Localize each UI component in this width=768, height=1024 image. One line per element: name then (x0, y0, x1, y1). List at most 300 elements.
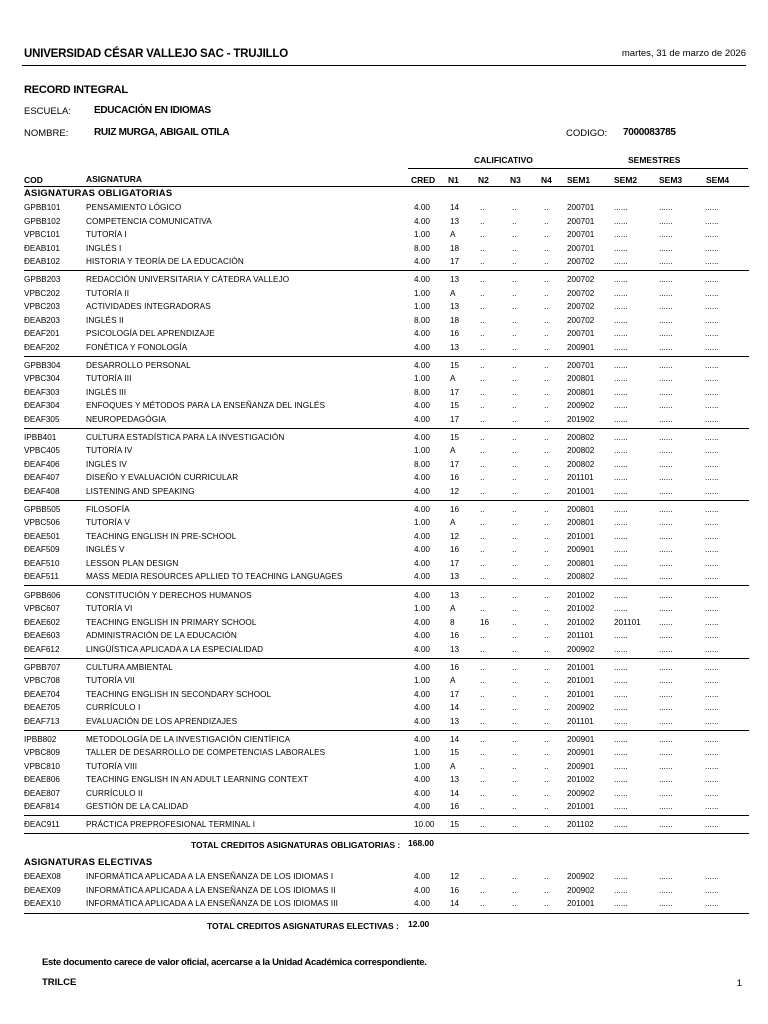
credits: 4.00 (414, 703, 430, 713)
grade-n2: .. (480, 572, 485, 582)
semester-2: ...... (614, 644, 628, 654)
grade-n4: .. (544, 761, 549, 771)
course-name: INGLÉS I (86, 243, 122, 253)
grade-n4: .. (544, 216, 549, 226)
grade-n4: .. (544, 572, 549, 582)
table-row (0, 314, 768, 327)
course-code: ÐEAF407 (24, 473, 60, 483)
course-name: MASS MEDIA RESOURCES APLLIED TO TEACHING LANGUAGES (86, 572, 343, 582)
course-name: PRÁCTICA PREPROFESIONAL TERMINAL I (86, 820, 256, 830)
grade-n1: 16 (450, 545, 460, 555)
semester-4: ...... (705, 734, 719, 744)
grade-n1: 17 (450, 414, 460, 424)
course-code: ÐEAF305 (24, 414, 60, 424)
course-name: TUTORÍA VI (86, 604, 133, 613)
grade-n4: .. (544, 315, 549, 325)
semester-3: ...... (659, 558, 673, 568)
grade-n3: .. (512, 387, 517, 397)
course-code: ÐEAF408 (24, 486, 60, 496)
grade-n4: .. (544, 748, 549, 758)
semester-3: ...... (659, 432, 673, 442)
grade-n1: 17 (450, 257, 460, 266)
nombre-value: RUIZ MURGA, ABIGAIL OTILA (94, 127, 230, 138)
course-code: ÐEAF510 (24, 558, 60, 568)
semester-1: 201002 (567, 604, 595, 613)
course-code: ÐEAEX10 (24, 899, 61, 909)
credits: 1.00 (414, 748, 430, 758)
semester-2: ...... (614, 446, 628, 456)
grade-n1: A (450, 604, 456, 613)
course-code: ÐEAC911 (24, 820, 60, 830)
grade-n4: .. (544, 676, 549, 686)
course-code: VPBC708 (24, 676, 60, 686)
grade-n1: 16 (450, 473, 460, 483)
grade-n1: 13 (450, 275, 460, 285)
grade-n2: .. (480, 257, 485, 266)
semester-4: ...... (705, 360, 719, 370)
course-name: LESSON PLAN DESIGN (86, 558, 179, 568)
semester-1: 200801 (567, 504, 595, 514)
course-name: FONÉTICA Y FONOLOGÍA (86, 342, 188, 352)
grade-n4: .. (544, 734, 549, 744)
grade-n3: .. (512, 788, 517, 798)
semester-2: ...... (614, 662, 628, 672)
credits: 8.00 (414, 459, 430, 469)
semester-2: ...... (614, 216, 628, 226)
credits: 4.00 (414, 473, 430, 483)
table-row (0, 884, 768, 897)
grade-n3: .. (512, 342, 517, 352)
semester-4: ...... (705, 788, 719, 798)
semester-3: ...... (659, 631, 673, 640)
course-name: LINGÜÍSTICA APLICADA A LA ESPECIALIDAD (86, 644, 264, 654)
grade-n2: .. (480, 216, 485, 226)
semester-4: ...... (705, 820, 719, 830)
col-sem3: SEM3 (659, 175, 683, 185)
course-name: INFORMÁTICA APLICADA A LA ENSEÑANZA DE LOS IDIOMAS II (86, 885, 336, 895)
semester-4: ...... (705, 329, 719, 339)
semester-1: 201002 (567, 617, 595, 627)
table-row (0, 688, 768, 701)
semester-3: ...... (659, 414, 673, 424)
grade-n4: .. (544, 590, 549, 600)
grade-n3: .. (512, 885, 517, 895)
grade-n2: .. (480, 518, 485, 528)
semester-4: ...... (705, 748, 719, 758)
grade-n1: A (450, 374, 456, 384)
grade-n2: .. (480, 761, 485, 771)
course-code: VPBC506 (24, 518, 60, 528)
course-name: CONSTITUCIÓN Y DERECHOS HUMANOS (86, 590, 252, 600)
semester-1: 200901 (567, 734, 595, 744)
table-row (0, 431, 768, 444)
grade-n1: 18 (450, 315, 460, 325)
semester-2: ...... (614, 288, 628, 298)
grade-n3: .. (512, 716, 517, 726)
grade-n2: .. (480, 676, 485, 686)
record-title: RECORD INTEGRAL (24, 84, 128, 96)
credits: 4.00 (414, 401, 430, 411)
table-row (0, 503, 768, 516)
semester-4: ...... (705, 676, 719, 686)
table-row (0, 570, 768, 583)
grade-n1: 17 (450, 689, 460, 699)
semester-1: 200701 (567, 329, 595, 339)
semester-2: ...... (614, 703, 628, 713)
semester-1: 200701 (567, 230, 595, 239)
credits: 4.00 (414, 631, 430, 640)
footer-brand: TRILCE (42, 977, 77, 988)
course-name: INGLÉS IV (86, 459, 127, 469)
semester-4: ...... (705, 504, 719, 514)
semester-3: ...... (659, 243, 673, 253)
electivas-title: ASIGNATURAS ELECTIVAS (24, 857, 153, 869)
grade-n1: 17 (450, 387, 460, 397)
course-code: VPBC202 (24, 288, 60, 298)
group-divider (24, 500, 749, 501)
grade-n4: .. (544, 775, 549, 785)
table-row (0, 733, 768, 746)
credits: 4.00 (414, 545, 430, 555)
credits: 4.00 (414, 590, 430, 600)
grade-n1: 14 (450, 203, 460, 212)
grade-n2: .. (480, 788, 485, 798)
grade-n4: .. (544, 203, 549, 212)
semester-4: ...... (705, 288, 719, 298)
semester-2: ...... (614, 315, 628, 325)
grade-n3: .. (512, 748, 517, 758)
semester-3: ...... (659, 446, 673, 456)
semester-1: 201101 (567, 631, 594, 640)
course-code: VPBC810 (24, 761, 60, 771)
grade-n4: .. (544, 703, 549, 713)
semester-3: ...... (659, 275, 673, 285)
credits: 4.00 (414, 504, 430, 514)
course-name: CURRÍCULO I (86, 703, 141, 713)
course-code: GPBB102 (24, 216, 61, 226)
course-name: REDACCIÓN UNIVERSITARIA Y CÁTEDRA VALLEJO (86, 275, 290, 285)
grade-n2: .. (480, 558, 485, 568)
semester-2: ...... (614, 275, 628, 285)
semester-3: ...... (659, 899, 673, 909)
course-code: ÐEAF303 (24, 387, 60, 397)
semester-3: ...... (659, 545, 673, 555)
semester-2: ...... (614, 531, 628, 541)
credits: 4.00 (414, 885, 430, 895)
column-header-rule (24, 186, 749, 187)
credits: 4.00 (414, 558, 430, 568)
grade-n2: .. (480, 689, 485, 699)
semester-4: ...... (705, 459, 719, 469)
grade-n3: .. (512, 315, 517, 325)
table-row (0, 616, 768, 629)
course-code: GPBB707 (24, 662, 61, 672)
course-name: CULTURA ESTADÍSTICA PARA LA INVESTIGACIÓN (86, 432, 285, 442)
grade-n4: .. (544, 518, 549, 528)
table-row (0, 543, 768, 556)
semester-1: 201001 (567, 689, 595, 699)
col-sem2: SEM2 (614, 175, 638, 185)
grade-n4: .. (544, 531, 549, 541)
semester-1: 201101 (567, 716, 594, 726)
table-row (0, 399, 768, 412)
course-name: FILOSOFÍA (86, 504, 130, 514)
grade-n3: .. (512, 459, 517, 469)
semester-2: ...... (614, 504, 628, 514)
course-name: TUTORÍA VIII (86, 761, 138, 771)
semester-3: ...... (659, 761, 673, 771)
semester-4: ...... (705, 432, 719, 442)
course-name: EVALUACIÓN DE LOS APRENDIZAJES (86, 716, 238, 726)
group-divider (24, 833, 749, 834)
col-n1: N1 (448, 175, 459, 185)
credits: 4.00 (414, 617, 430, 627)
grade-n2: .. (480, 604, 485, 613)
semester-2: ...... (614, 387, 628, 397)
grade-n1: 12 (450, 486, 460, 496)
table-row (0, 413, 768, 426)
course-name: CURRÍCULO II (86, 788, 143, 798)
group-divider (24, 815, 749, 816)
credits: 4.00 (414, 899, 430, 909)
semester-3: ...... (659, 872, 673, 882)
grade-n1: A (450, 676, 456, 686)
semester-3: ...... (659, 342, 673, 352)
grade-n4: .. (544, 504, 549, 514)
table-row (0, 215, 768, 228)
total-obligatorias-value: 168.00 (408, 838, 434, 849)
table-row (0, 701, 768, 714)
grade-n1: 14 (450, 734, 460, 744)
credits: 4.00 (414, 644, 430, 654)
semester-1: 200802 (567, 572, 595, 582)
course-name: TUTORÍA I (86, 230, 127, 239)
table-row (0, 629, 768, 642)
semester-1: 201001 (567, 486, 595, 496)
grade-n2: .. (480, 302, 485, 312)
group-header-rule (408, 168, 748, 169)
semester-4: ...... (705, 302, 719, 312)
grade-n1: 15 (450, 432, 460, 442)
course-code: ÐEAF406 (24, 459, 60, 469)
semester-4: ...... (705, 899, 719, 909)
grade-n1: 13 (450, 342, 460, 352)
grade-n1: 13 (450, 572, 460, 582)
credits: 1.00 (414, 302, 430, 312)
table-row (0, 674, 768, 687)
semester-4: ...... (705, 518, 719, 528)
grade-n2: .. (480, 802, 485, 812)
col-n2: N2 (478, 175, 489, 185)
grade-n1: 15 (450, 360, 460, 370)
table-row (0, 530, 768, 543)
semester-2: ...... (614, 486, 628, 496)
semester-3: ...... (659, 788, 673, 798)
grade-n3: .. (512, 676, 517, 686)
grade-n1: A (450, 446, 456, 456)
course-name: HISTORIA Y TEORÍA DE LA EDUCACIÓN (86, 257, 244, 266)
grade-n2: .. (480, 885, 485, 895)
semester-4: ...... (705, 374, 719, 384)
course-name: TEACHING ENGLISH IN AN ADULT LEARNING CONTEXT (86, 775, 309, 785)
grade-n2: .. (480, 775, 485, 785)
course-name: DESARROLLO PERSONAL (86, 360, 191, 370)
grade-n4: .. (544, 802, 549, 812)
grade-n3: .. (512, 414, 517, 424)
semester-2: ...... (614, 590, 628, 600)
course-name: TEACHING ENGLISH IN SECONDARY SCHOOL (86, 689, 272, 699)
semester-1: 200802 (567, 446, 595, 456)
grade-n4: .. (544, 459, 549, 469)
grade-n3: .. (512, 216, 517, 226)
semester-4: ...... (705, 590, 719, 600)
grade-n4: .. (544, 604, 549, 613)
semester-1: 200801 (567, 374, 595, 384)
nombre-label: NOMBRE: (24, 128, 69, 139)
credits: 4.00 (414, 531, 430, 541)
course-name: PENSAMIENTO LÓGICO (86, 203, 182, 212)
course-code: ÐEAF511 (24, 572, 59, 582)
course-code: GPBB505 (24, 504, 61, 514)
grade-n4: .. (544, 243, 549, 253)
semester-2: ...... (614, 459, 628, 469)
table-row (0, 746, 768, 759)
grade-n4: .. (544, 872, 549, 882)
grade-n2: .. (480, 748, 485, 758)
credits: 4.00 (414, 572, 430, 582)
semester-2: ...... (614, 734, 628, 744)
course-code: VPBC405 (24, 446, 60, 456)
semester-4: ...... (705, 689, 719, 699)
grade-n4: .. (544, 288, 549, 298)
grade-n3: .. (512, 203, 517, 212)
grade-n1: A (450, 288, 456, 298)
grade-n3: .. (512, 446, 517, 456)
semester-3: ...... (659, 504, 673, 514)
semester-3: ...... (659, 473, 673, 483)
semester-4: ...... (705, 387, 719, 397)
semester-3: ...... (659, 329, 673, 339)
grade-n3: .. (512, 486, 517, 496)
course-code: GPBB101 (24, 203, 61, 212)
table-row (0, 201, 768, 214)
course-name: TUTORÍA V (86, 518, 130, 528)
grade-n3: .. (512, 590, 517, 600)
course-code: VPBC203 (24, 302, 60, 312)
semester-4: ...... (705, 401, 719, 411)
table-row (0, 602, 768, 615)
university-title: UNIVERSIDAD CÉSAR VALLEJO SAC - TRUJILLO (24, 48, 288, 60)
credits: 4.00 (414, 734, 430, 744)
semester-4: ...... (705, 531, 719, 541)
semester-1: 200902 (567, 788, 595, 798)
credits: 1.00 (414, 446, 430, 456)
semester-1: 200801 (567, 558, 595, 568)
grade-n4: .. (544, 360, 549, 370)
semester-4: ...... (705, 631, 719, 640)
semester-3: ...... (659, 531, 673, 541)
grade-n2: .. (480, 387, 485, 397)
header-rule (22, 65, 746, 66)
semester-1: 201002 (567, 590, 595, 600)
grade-n2: .. (480, 230, 485, 239)
semester-1: 201001 (567, 531, 595, 541)
semester-3: ...... (659, 459, 673, 469)
table-row (0, 643, 768, 656)
semester-2: ...... (614, 689, 628, 699)
course-code: ÐEAB203 (24, 315, 60, 325)
grade-n4: .. (544, 788, 549, 798)
grade-n3: .. (512, 572, 517, 582)
course-name: COMPETENCIA COMUNICATIVA (86, 216, 212, 226)
course-name: ADMINISTRACIÓN DE LA EDUCACIÓN (86, 631, 237, 640)
semester-3: ...... (659, 216, 673, 226)
course-code: ÐEAEX09 (24, 885, 61, 895)
semester-1: 200901 (567, 545, 595, 555)
grade-n4: .. (544, 374, 549, 384)
semester-1: 200801 (567, 518, 595, 528)
grade-n3: .. (512, 689, 517, 699)
semester-2: ...... (614, 572, 628, 582)
grade-n1: 16 (450, 802, 460, 812)
semester-2: ...... (614, 775, 628, 785)
col-n4: N4 (541, 175, 552, 185)
credits: 1.00 (414, 676, 430, 686)
semester-1: 200702 (567, 315, 595, 325)
grade-n2: .. (480, 329, 485, 339)
semester-2: ...... (614, 360, 628, 370)
semester-1: 200902 (567, 401, 595, 411)
grade-n3: .. (512, 775, 517, 785)
credits: 10.00 (414, 820, 435, 830)
grade-n1: 13 (450, 216, 460, 226)
semester-1: 200702 (567, 275, 595, 285)
semester-2: ...... (614, 820, 628, 830)
grade-n1: 16 (450, 662, 460, 672)
semester-4: ...... (705, 716, 719, 726)
total-electivas-label: TOTAL CREDITOS ASIGNATURAS ELECTIVAS : (207, 920, 399, 931)
grade-n3: .. (512, 329, 517, 339)
grade-n3: .. (512, 631, 517, 640)
grade-n3: .. (512, 644, 517, 654)
semester-3: ...... (659, 315, 673, 325)
obligatorias-title: ASIGNATURAS OBLIGATORIAS (24, 188, 173, 199)
grade-n3: .. (512, 504, 517, 514)
semester-4: ...... (705, 230, 719, 239)
semester-2: ...... (614, 342, 628, 352)
semester-1: 200702 (567, 288, 595, 298)
credits: 1.00 (414, 604, 430, 613)
semester-4: ...... (705, 216, 719, 226)
semester-2: ...... (614, 899, 628, 909)
course-name: PSICOLOGÍA DEL APRENDIZAJE (86, 329, 215, 339)
grade-n1: 13 (450, 644, 460, 654)
course-name: INGLÉS V (86, 545, 125, 555)
group-divider (24, 730, 749, 731)
semester-4: ...... (705, 275, 719, 285)
semester-2: ...... (614, 631, 628, 640)
course-code: ÐEAE806 (24, 775, 60, 785)
semester-3: ...... (659, 703, 673, 713)
course-code: GPBB304 (24, 360, 61, 370)
semester-1: 200902 (567, 885, 595, 895)
grade-n2: .. (480, 820, 485, 830)
grade-n1: 14 (450, 703, 460, 713)
grade-n2: .. (480, 446, 485, 456)
course-name: ACTIVIDADES INTEGRADORAS (86, 302, 211, 312)
semester-1: 200802 (567, 459, 595, 469)
semester-1: 201902 (567, 414, 595, 424)
